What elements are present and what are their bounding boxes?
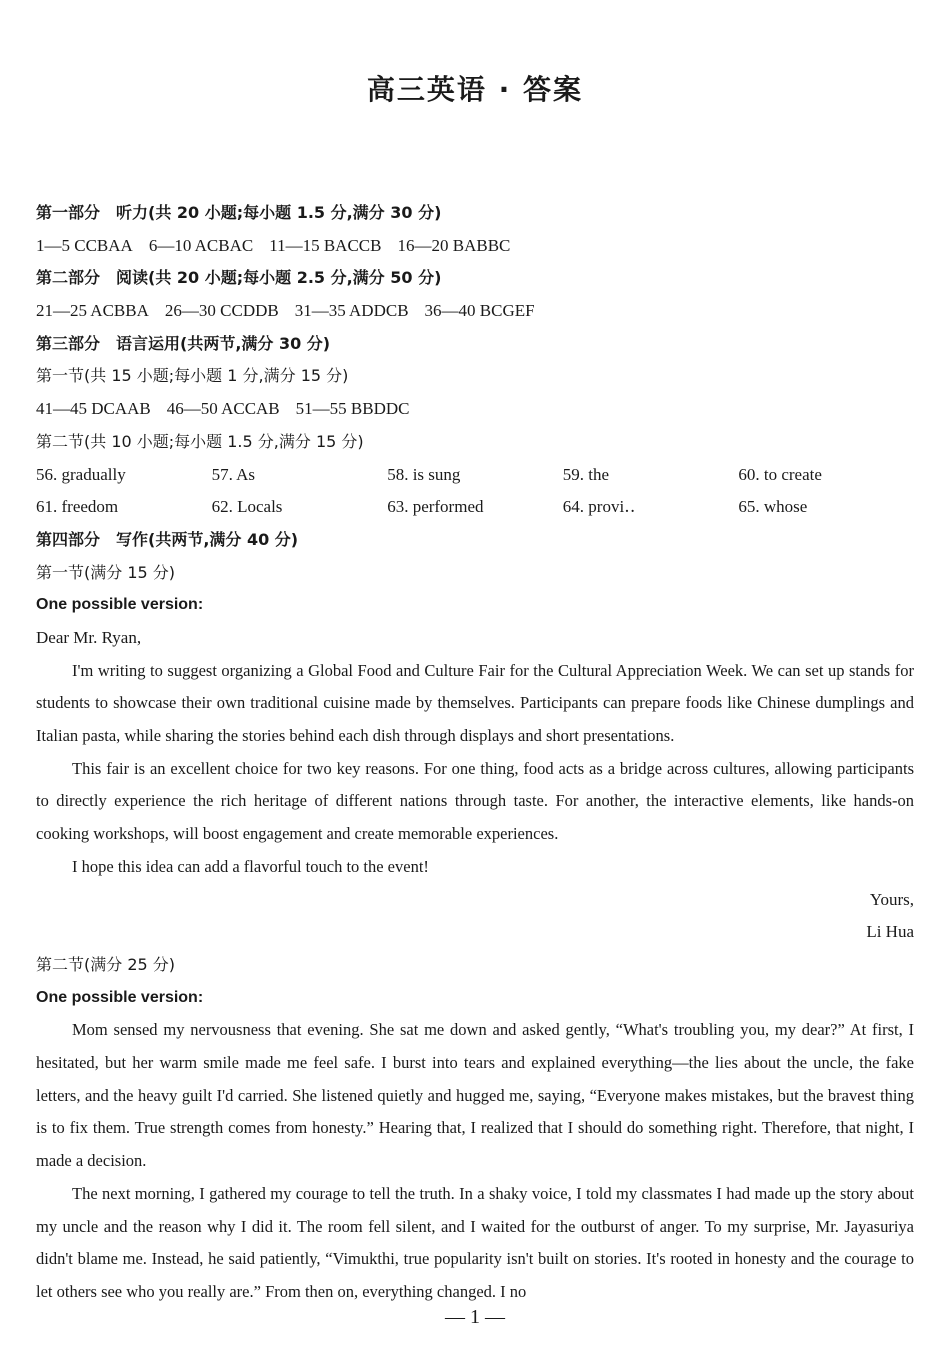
version-label: One possible version: [36,988,204,1006]
answer-group: 36—40 BCGEF [424,301,535,321]
fill-answer: 64. provi‥ [562,497,636,517]
letter-signature: Li Hua [866,922,914,942]
answer-group: 46—50 ACCAB [166,399,280,419]
fill-answer: 56. gradually [36,464,126,484]
answer-group: 6—10 ACBAC [148,235,254,255]
fill-answers-row-1 [36,459,914,492]
answer-group: 1—5 CCBAA [36,235,133,255]
page-title: 高三英语 · 答案 [366,73,584,106]
fill-answer: 60. to create [738,464,822,484]
part3-section1-answers [36,393,914,426]
story-paragraph: Mom sensed my nervousness that evening. She sat me down and asked gently, “What's troubling you, my dear?” At first, I hesitated, but her warm smile made me feel safe. I burst into tears and explained everything—the lies about the uncle, the fake letters, and the heavy guilt I'd carried. She listened quietly and hugged me, saying, “Everyone makes mistakes, but the bravest thing is to fix them. True strength comes from honesty.” Hearing that, I realized that I should do something right. Therefore, that night, I made a decision. [36,1020,914,1171]
answer-group: 41—45 DCAAB [36,399,151,419]
fill-answer: 59. the [562,464,610,484]
fill-answers-row-2 [36,491,914,524]
version-label: One possible version: [36,596,204,614]
letter-salutation: Dear Mr. Ryan, [36,627,142,647]
part3-section2-heading: 第二节(共 10 小题;每小题 1.5 分,满分 15 分) [36,431,364,451]
fill-answer: 57. As [211,464,256,484]
content-body [36,197,914,1309]
letter-paragraph: I'm writing to suggest organizing a Global Food and Culture Fair for the Cultural Appreciation Week. We can set up stands for students to showcase their own traditional cuisine made by themselves. Participants can prepare foods like Chinese dumplings and Italian pasta, while sharing the stories behind each dish through displays and short presentations. [36,660,914,746]
fill-answer: 61. freedom [36,497,119,517]
part4-section2-heading: 第二节(满分 25 分) [36,954,176,974]
page-number: — 1 — [445,1306,505,1328]
part4-heading: 第四部分 写作(共两节,满分 40 分) [36,529,299,549]
answer-group: 11—15 BACCB [269,235,382,255]
letter-closing: Yours, [869,889,914,909]
fill-answer: 58. is sung [387,464,461,484]
letter-paragraph: I hope this idea can add a flavorful touch to the event! [72,856,429,876]
letter-paragraph: This fair is an excellent choice for two key reasons. For one thing, food acts as a bridge across cultures, allowing participants to directly experience the rich heritage of different nations through taste. For another, the interactive elements, like hands-on cooking workshops, will boost engagement and create memorable experiences. [36,758,914,844]
part3-heading: 第三部分 语言运用(共两节,满分 30 分) [36,333,331,353]
answer-group: 26—30 CCDDB [164,301,279,321]
story-paragraph: The next morning, I gathered my courage to tell the truth. In a shaky voice, I told my classmates I had made up the story about my uncle and the reason why I did it. The room fell silent, and I waited for the outburst of anger. To my surprise, Mr. Jayasuriya didn't blame me. Instead, he said patiently, “Vimukthi, true popularity isn't built on stories. It's rooted in honesty and the courage to let others see who you really are.” From then on, everything changed. I no [36,1183,914,1301]
part1-answers [36,230,914,263]
part4-section1-heading: 第一节(满分 15 分) [36,562,176,582]
answer-group: 31—35 ADDCB [294,301,409,321]
fill-answer: 62. Locals [211,497,283,517]
answer-group: 16—20 BABBC [397,235,511,255]
fill-answer: 63. performed [387,497,484,517]
part2-answers [36,295,914,328]
fill-answer: 65. whose [738,497,808,517]
answer-group: 51—55 BBDDC [295,399,410,419]
answer-group: 21—25 ACBBA [36,301,149,321]
part2-heading: 第二部分 阅读(共 20 小题;每小题 2.5 分,满分 50 分) [36,268,442,288]
part1-heading: 第一部分 听力(共 20 小题;每小题 1.5 分,满分 30 分) [36,203,442,222]
part3-section1-heading: 第一节(共 15 小题;每小题 1 分,满分 15 分) [36,366,349,386]
